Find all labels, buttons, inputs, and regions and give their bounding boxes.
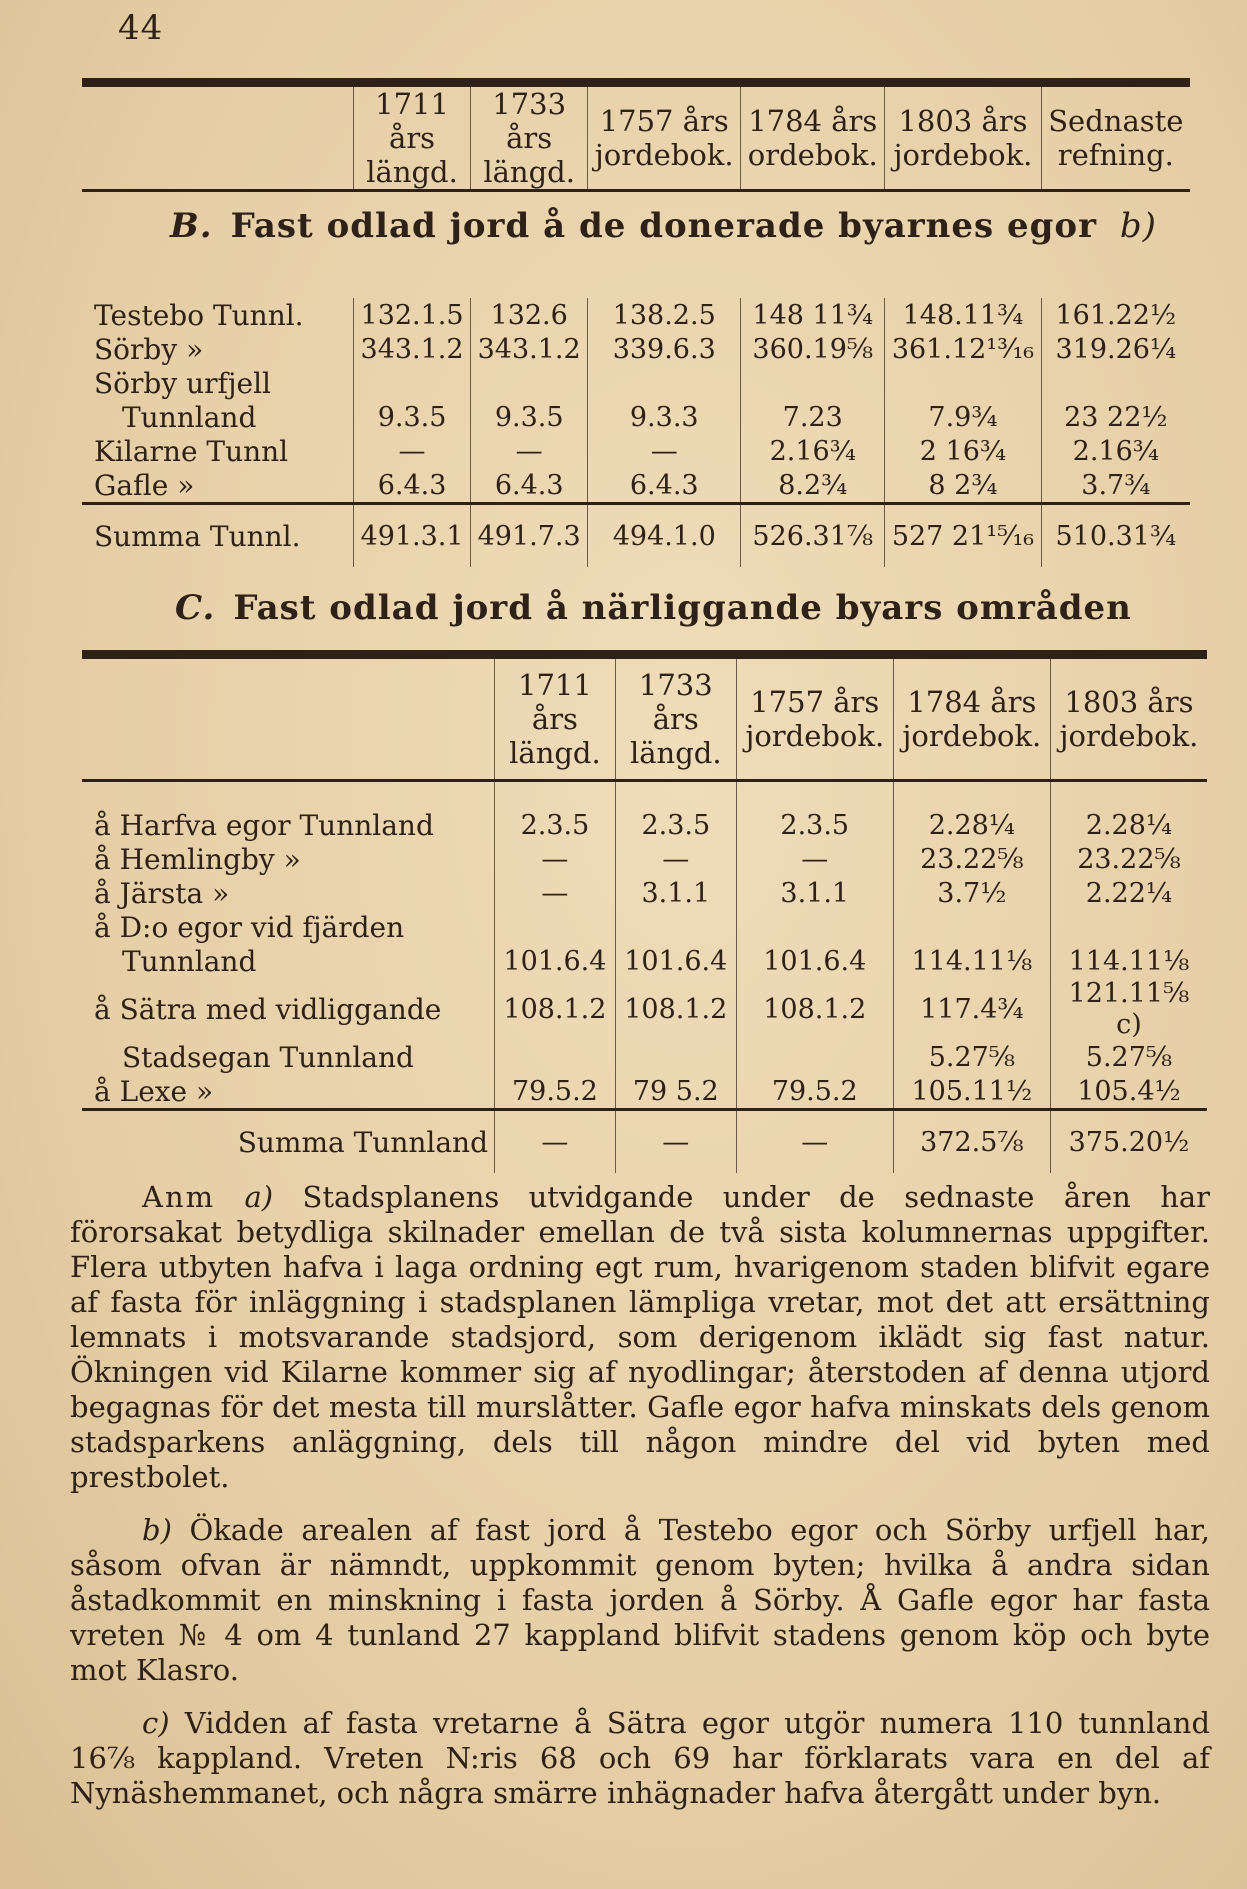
cell: 79.5.2	[736, 1074, 893, 1110]
cell: 108.1.2	[615, 978, 736, 1040]
cell: 108.1.2	[495, 978, 616, 1040]
header-col-1784: 1784 års ordebok.	[741, 83, 885, 191]
table-row	[82, 298, 1190, 332]
cell: 108.1.2	[736, 978, 893, 1040]
cell: 375.20½	[1050, 1110, 1207, 1174]
table-row	[82, 781, 1207, 843]
table-row	[82, 332, 1190, 366]
cell: 9.3.5	[471, 400, 588, 434]
section-c-title-text: Fast odlad jord å närliggande byars områden	[233, 588, 1132, 628]
note-c-ref: c)	[142, 1706, 170, 1740]
cell: 527 21¹⁵⁄₁₆	[885, 504, 1041, 568]
row-label: Testebo Tunnl.	[94, 298, 304, 332]
cell: 114.11⅛	[893, 944, 1050, 978]
note-c	[70, 1706, 1210, 1811]
cell	[588, 366, 741, 400]
cell: 372.5⅞	[893, 1110, 1050, 1174]
header-blank	[82, 655, 495, 781]
table-row	[82, 944, 1207, 978]
cell: —	[736, 842, 893, 876]
cell	[885, 366, 1041, 400]
table-row	[82, 876, 1207, 910]
cell: 23.22⅝	[893, 842, 1050, 876]
cell: 526.31⅞	[741, 504, 885, 568]
sum-row	[82, 504, 1190, 568]
cell: 9.3.3	[588, 400, 741, 434]
header-blank	[82, 83, 354, 191]
row-label: Stadsegan Tunnland	[122, 1040, 414, 1074]
row-label: å Harfva egor Tunnland	[94, 808, 434, 842]
note-b-text: Ökade arealen af fast jord å Testebo egor och Sörby urfjell har, såsom ofvan är nämndt, uppkommit genom byten; hvilka å andra sidan åstadkommit en minskning i fasta jorden å Sörby. Å Gafle egor har fasta vreten № 4 om 4 tunland 27 kappland blifvit stadens genom köp och byte mot Klasro.	[70, 1513, 1211, 1687]
sum-row	[82, 1110, 1207, 1174]
cell: 2.16¾	[741, 434, 885, 468]
cell	[736, 1040, 893, 1074]
cell	[1041, 366, 1190, 400]
cell: —	[495, 842, 616, 876]
cell: 3.7¾	[1041, 468, 1190, 504]
header-col-1711: 1711 års längd.	[495, 655, 616, 781]
header-col-1757: 1757 års jordebok.	[736, 655, 893, 781]
cell: 101.6.4	[615, 944, 736, 978]
cell: 101.6.4	[495, 944, 616, 978]
cell: 117.4¾	[893, 978, 1050, 1040]
sum-label: Summa Tunnl.	[82, 504, 354, 568]
cell: 510.31¾	[1041, 504, 1190, 568]
cell: 23.22⅝	[1050, 842, 1207, 876]
cell	[615, 1040, 736, 1074]
cell	[893, 910, 1050, 944]
cell: 132.1.5	[354, 298, 471, 332]
header-col-1803: 1803 års jordebok.	[1050, 655, 1207, 781]
table-row	[82, 978, 1207, 1040]
note-a-ref: a)	[244, 1180, 274, 1214]
table-section-b	[82, 78, 1190, 567]
cell: 5.27⅝	[1050, 1040, 1207, 1074]
cell: 2.3.5	[615, 781, 736, 843]
note-b-ref: b)	[142, 1513, 172, 1547]
header-col-1784: 1784 års jordebok.	[893, 655, 1050, 781]
cell: 2 16¾	[885, 434, 1041, 468]
cell	[495, 1040, 616, 1074]
row-label: Gafle »	[94, 468, 195, 502]
cell: 360.19⅝	[741, 332, 885, 366]
cell: —	[354, 434, 471, 468]
cell	[741, 366, 885, 400]
cell: 132.6	[471, 298, 588, 332]
section-b-letter: B.	[170, 206, 213, 246]
row-label: Kilarne Tunnl	[94, 434, 289, 468]
cell: 6.4.3	[471, 468, 588, 504]
cell: 319.26¼	[1041, 332, 1190, 366]
table-section-c	[82, 650, 1207, 1173]
cell: 101.6.4	[736, 944, 893, 978]
row-label: Tunnland	[122, 944, 257, 978]
cell: 8.2¾	[741, 468, 885, 504]
cell: 491.7.3	[471, 504, 588, 568]
cell: 361.12¹³⁄₁₆	[885, 332, 1041, 366]
row-label: å Lexe »	[94, 1074, 214, 1108]
header-col-1733: 1733 års längd.	[615, 655, 736, 781]
cell: —	[495, 1110, 616, 1174]
cell: 2.28¼	[1050, 781, 1207, 843]
cell: 2.22¼	[1050, 876, 1207, 910]
cell: 494.1.0	[588, 504, 741, 568]
cell: 148.11¾	[885, 298, 1041, 332]
table-row	[82, 1040, 1207, 1074]
cell: 138.2.5	[588, 298, 741, 332]
cell: 6.4.3	[588, 468, 741, 504]
cell: —	[495, 876, 616, 910]
table-row	[82, 468, 1190, 504]
row-label: å D:o egor vid fjärden	[94, 910, 405, 944]
table-row	[82, 400, 1190, 434]
cell	[736, 910, 893, 944]
table-row	[82, 910, 1207, 944]
cell: 2.28¼	[893, 781, 1050, 843]
cell: 105.4½	[1050, 1074, 1207, 1110]
cell: 8 2¾	[885, 468, 1041, 504]
cell: 491.3.1	[354, 504, 471, 568]
cell: 5.27⅝	[893, 1040, 1050, 1074]
cell: —	[588, 434, 741, 468]
cell: 343.1.2	[471, 332, 588, 366]
cell: 3.1.1	[736, 876, 893, 910]
cell: 2.16¾	[1041, 434, 1190, 468]
cell: 23 22½	[1041, 400, 1190, 434]
cell	[495, 910, 616, 944]
row-label: å Sätra med vidliggande	[94, 992, 442, 1026]
cell: 121.11⅝ c)	[1050, 978, 1207, 1040]
section-c-letter: C.	[175, 588, 216, 628]
cell: 114.11⅛	[1050, 944, 1207, 978]
header-col-1733: 1733 års längd.	[471, 83, 588, 191]
header-col-sednaste: Sednaste refning.	[1041, 83, 1190, 191]
cell	[1050, 910, 1207, 944]
cell: 9.3.5	[354, 400, 471, 434]
cell: 343.1.2	[354, 332, 471, 366]
cell: 2.3.5	[495, 781, 616, 843]
cell: 3.7½	[893, 876, 1050, 910]
cell: —	[615, 1110, 736, 1174]
row-label: å Järsta »	[94, 876, 230, 910]
note-b	[70, 1513, 1210, 1688]
table-row	[82, 434, 1190, 468]
header-col-1711: 1711 års längd.	[354, 83, 471, 191]
cell: —	[736, 1110, 893, 1174]
header-col-1757: 1757 års jordebok.	[588, 83, 741, 191]
row-label: Tunnland	[122, 400, 257, 434]
cell: 79 5.2	[615, 1074, 736, 1110]
section-c-title	[175, 588, 1132, 628]
table-row	[82, 842, 1207, 876]
footnotes	[70, 1180, 1210, 1829]
section-b-note-ref: b)	[1119, 206, 1157, 246]
note-a	[70, 1180, 1210, 1495]
cell: 6.4.3	[354, 468, 471, 504]
section-b-title-text: Fast odlad jord å de donerade byarnes egor	[230, 206, 1097, 246]
cell: 105.11½	[893, 1074, 1050, 1110]
page-number: 44	[118, 8, 164, 48]
cell: 7.9¾	[885, 400, 1041, 434]
cell	[354, 366, 471, 400]
table-row	[82, 1074, 1207, 1110]
cell: 148 11¾	[741, 298, 885, 332]
row-label: Sörby urfjell	[94, 366, 272, 400]
cell: 2.3.5	[736, 781, 893, 843]
header-col-1803: 1803 års jordebok.	[885, 83, 1041, 191]
cell: —	[471, 434, 588, 468]
cell: 7.23	[741, 400, 885, 434]
cell	[615, 910, 736, 944]
section-b-title	[170, 206, 1157, 246]
cell: 161.22½	[1041, 298, 1190, 332]
row-label: å Hemlingby »	[94, 842, 301, 876]
row-label: Sörby »	[94, 332, 204, 366]
cell: —	[615, 842, 736, 876]
cell: 3.1.1	[615, 876, 736, 910]
note-c-text: Vidden af fasta vretarne å Sätra egor utgör numera 110 tunnland 16⅞ kappland. Vreten N:ris 68 och 69 har förklarats vara en del af Nynäshemmanet, och några smärre inhägnader hafva återgått under byn.	[70, 1706, 1211, 1810]
cell: 79.5.2	[495, 1074, 616, 1110]
table-row	[82, 366, 1190, 400]
cell: 339.6.3	[588, 332, 741, 366]
note-a-head: Anm	[142, 1180, 216, 1214]
cell	[471, 366, 588, 400]
sum-label: Summa Tunnland	[82, 1110, 495, 1174]
note-a-text: Stadsplanens utvidgande under de sednaste åren har förorsakat betydliga skilnader emellan de två sista kolumnernas uppgifter. Flera utbyten hafva i laga ordning egt rum, hvarigenom staden blifvit egare af fasta för inläggning i stadsplanen lämpliga vretar, mot det att ersättning lemnats i motsvarande stadsjord, som derigenom iklädt sig fast natur. Ökningen vid Kilarne kommer sig af nyodlingar; återstoden af denna utjord begagnas för det mesta till murslåtter. Gafle egor hafva minskats dels genom stadsparkens anläggning, dels till någon mindre del vid byten med prestbolet.	[70, 1180, 1211, 1494]
